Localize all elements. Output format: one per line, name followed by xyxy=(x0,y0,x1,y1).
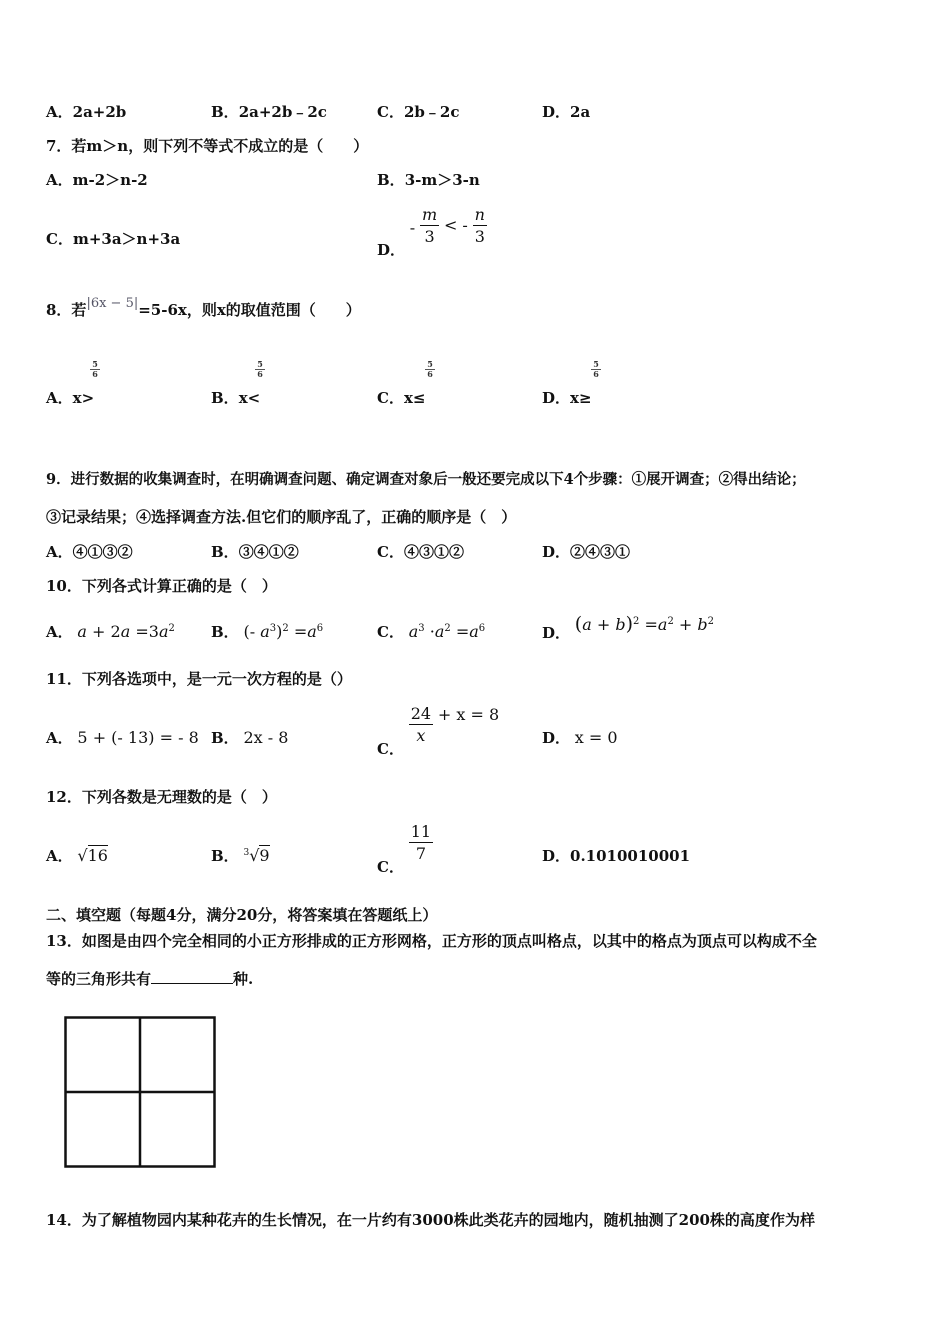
q13-stem-line1: 13．如图是由四个完全相同的小正方形排成的正方形网格，正方形的顶点叫格点，以其中的格点为顶点可以构成不全 xyxy=(46,932,817,950)
option-label: C． xyxy=(377,623,404,641)
option-text: ②④③① xyxy=(570,543,631,561)
option-label: B． xyxy=(211,729,239,747)
q7-stem: 7．若m＞n，则下列不等式不成立的是（ ） xyxy=(46,137,369,155)
option-label: D． xyxy=(542,389,571,407)
option-label: B． xyxy=(211,847,239,865)
fraction-m-over-3 xyxy=(420,205,439,248)
equation: (- $a^3)^2 =a^6$ xyxy=(243,622,324,641)
denominator: 3 xyxy=(424,227,435,246)
option-text: x< xyxy=(238,389,261,407)
option-label: B． xyxy=(211,623,239,641)
option-text: 2b﹣2c xyxy=(403,103,460,121)
option-label: C． xyxy=(377,103,404,121)
option-label: D． xyxy=(377,240,406,259)
q6-option-a xyxy=(46,102,126,122)
option-label: A． xyxy=(46,171,73,189)
denominator: 3 xyxy=(474,227,485,246)
q10-option-a xyxy=(46,622,175,645)
option-text: ④①③② xyxy=(72,543,133,561)
fraction-11-over-7 xyxy=(409,822,433,865)
q10-option-d xyxy=(542,613,715,646)
numerator: m xyxy=(421,205,438,224)
neg-sign: - xyxy=(409,217,416,237)
numerator: n xyxy=(474,205,485,224)
option-label: B． xyxy=(211,543,239,561)
option-label: A． xyxy=(46,847,73,865)
q6-option-b xyxy=(211,102,327,122)
abs-expression-image: |6x − 5| xyxy=(86,296,139,311)
q7-option-c xyxy=(46,229,180,249)
q9-stem-line2: ③记录结果；④选择调查方法.但它们的顺序乱了，正确的顺序是（ ） xyxy=(46,508,517,526)
q8-option-d xyxy=(542,388,592,408)
q8-stem xyxy=(46,296,361,322)
option-label: A． xyxy=(46,389,73,407)
option-label: A． xyxy=(46,729,73,747)
q12-option-a xyxy=(46,846,108,866)
option-label: B． xyxy=(377,171,405,189)
option-label: C． xyxy=(377,857,404,876)
q6-option-c xyxy=(377,102,459,122)
equation: $(a + b)^2 =a^2 + b^2$ xyxy=(574,613,715,635)
option-label: D． xyxy=(542,847,571,865)
q11-option-d xyxy=(542,728,618,748)
option-text: 2a+2b﹣2c xyxy=(238,103,327,121)
equation: $a + 2a =3a^2$ xyxy=(77,622,175,641)
q11-stem: 11．下列各选项中，是一元一次方程的是（） xyxy=(46,670,352,688)
equation-rest: + x = 8 xyxy=(437,704,500,724)
option-text: 3-m＞3-n xyxy=(404,171,480,189)
cube-root-expression: $^3$√9 xyxy=(243,846,270,865)
option-label: A． xyxy=(46,623,73,641)
option-text: 0.1010010001 xyxy=(570,847,691,865)
option-text: ③④①② xyxy=(238,543,299,561)
q9-option-a xyxy=(46,542,133,562)
equation: 5 + (- 13) = - 8 xyxy=(77,728,199,747)
option-label: D． xyxy=(542,103,571,121)
q8-b-fraction: 5 6 xyxy=(255,360,265,379)
option-label: B． xyxy=(211,103,239,121)
option-label: B． xyxy=(211,389,239,407)
numerator: 24 xyxy=(410,704,432,723)
option-label: D． xyxy=(542,729,571,747)
q10-option-c xyxy=(377,622,485,645)
q7-option-a xyxy=(46,170,148,190)
q6-option-d xyxy=(542,102,590,122)
q13-line2-suffix: 种. xyxy=(233,970,254,988)
square-grid-figure xyxy=(64,1016,216,1168)
q11-option-c xyxy=(377,704,500,758)
equation: $a^3 \cdot a^2 =a^6$ xyxy=(408,622,486,641)
answer-blank[interactable] xyxy=(151,968,233,984)
denominator: x xyxy=(416,726,426,745)
q13-line2-prefix: 等的三角形共有 xyxy=(46,970,152,988)
option-text: x≤ xyxy=(403,389,426,407)
sqrt-expression: √16 xyxy=(77,846,108,865)
section-heading: 二、填空题（每题4分，满分20分，将答案填在答题纸上） xyxy=(46,906,438,924)
q14-stem-line1: 14．为了解植物园内某种花卉的生长情况，在一片约有3000株此类花卉的园地内，随机抽测了200株的高度作为样 xyxy=(46,1211,815,1229)
q12-option-b xyxy=(211,846,270,869)
option-label: C． xyxy=(377,543,404,561)
fraction-24-over-x xyxy=(409,704,433,747)
q13-stem-line2 xyxy=(46,968,253,989)
q8-d-fraction: 5 6 xyxy=(591,360,601,379)
q10-option-b xyxy=(211,622,323,645)
q9-option-c xyxy=(377,542,464,562)
option-label: D． xyxy=(542,543,571,561)
option-text: m-2＞n-2 xyxy=(72,171,148,189)
numerator: 11 xyxy=(410,822,432,841)
q12-option-d xyxy=(542,846,690,866)
option-text: m+3a＞n+3a xyxy=(72,230,181,248)
option-label: A． xyxy=(46,543,73,561)
option-text: 2a+2b xyxy=(72,103,127,121)
q8-stem-suffix: =5-6x，则x的取值范围（ ） xyxy=(138,301,361,319)
q9-option-b xyxy=(211,542,299,562)
denominator: 7 xyxy=(415,844,426,863)
q7-option-b xyxy=(377,170,480,190)
equation: x = 0 xyxy=(574,728,618,747)
q8-a-fraction: 5 6 xyxy=(90,360,100,379)
option-label: C． xyxy=(377,739,404,758)
q11-option-a xyxy=(46,728,199,748)
fraction-n-over-3 xyxy=(473,205,487,248)
option-text: x> xyxy=(72,389,95,407)
q8-c-fraction: 5 6 xyxy=(425,360,435,379)
q10-stem: 10．下列各式计算正确的是（ ） xyxy=(46,577,277,595)
expression: 2x - 8 xyxy=(243,728,289,747)
q12-option-c xyxy=(377,822,433,876)
q9-option-d xyxy=(542,542,630,562)
less-than-neg: < - xyxy=(443,215,468,235)
q11-option-b xyxy=(211,728,288,748)
option-text: ④③①② xyxy=(403,543,464,561)
q8-option-a xyxy=(46,388,94,408)
option-label: C． xyxy=(377,389,404,407)
q8-stem-prefix: 8．若 xyxy=(46,301,87,319)
option-label: C． xyxy=(46,230,73,248)
option-label: D． xyxy=(542,624,571,642)
option-text: 2a xyxy=(570,103,591,121)
option-text: x≥ xyxy=(570,389,592,407)
q12-stem: 12．下列各数是无理数的是（ ） xyxy=(46,788,277,806)
q9-stem-line1: 9．进行数据的收集调查时，在明确调查问题、确定调查对象后一般还要完成以下4个步骤：①展开调查；②得出结论； xyxy=(46,471,806,488)
option-label: A． xyxy=(46,103,73,121)
q8-option-b xyxy=(211,388,260,408)
q8-option-c xyxy=(377,388,425,408)
q7-option-d xyxy=(377,205,487,259)
